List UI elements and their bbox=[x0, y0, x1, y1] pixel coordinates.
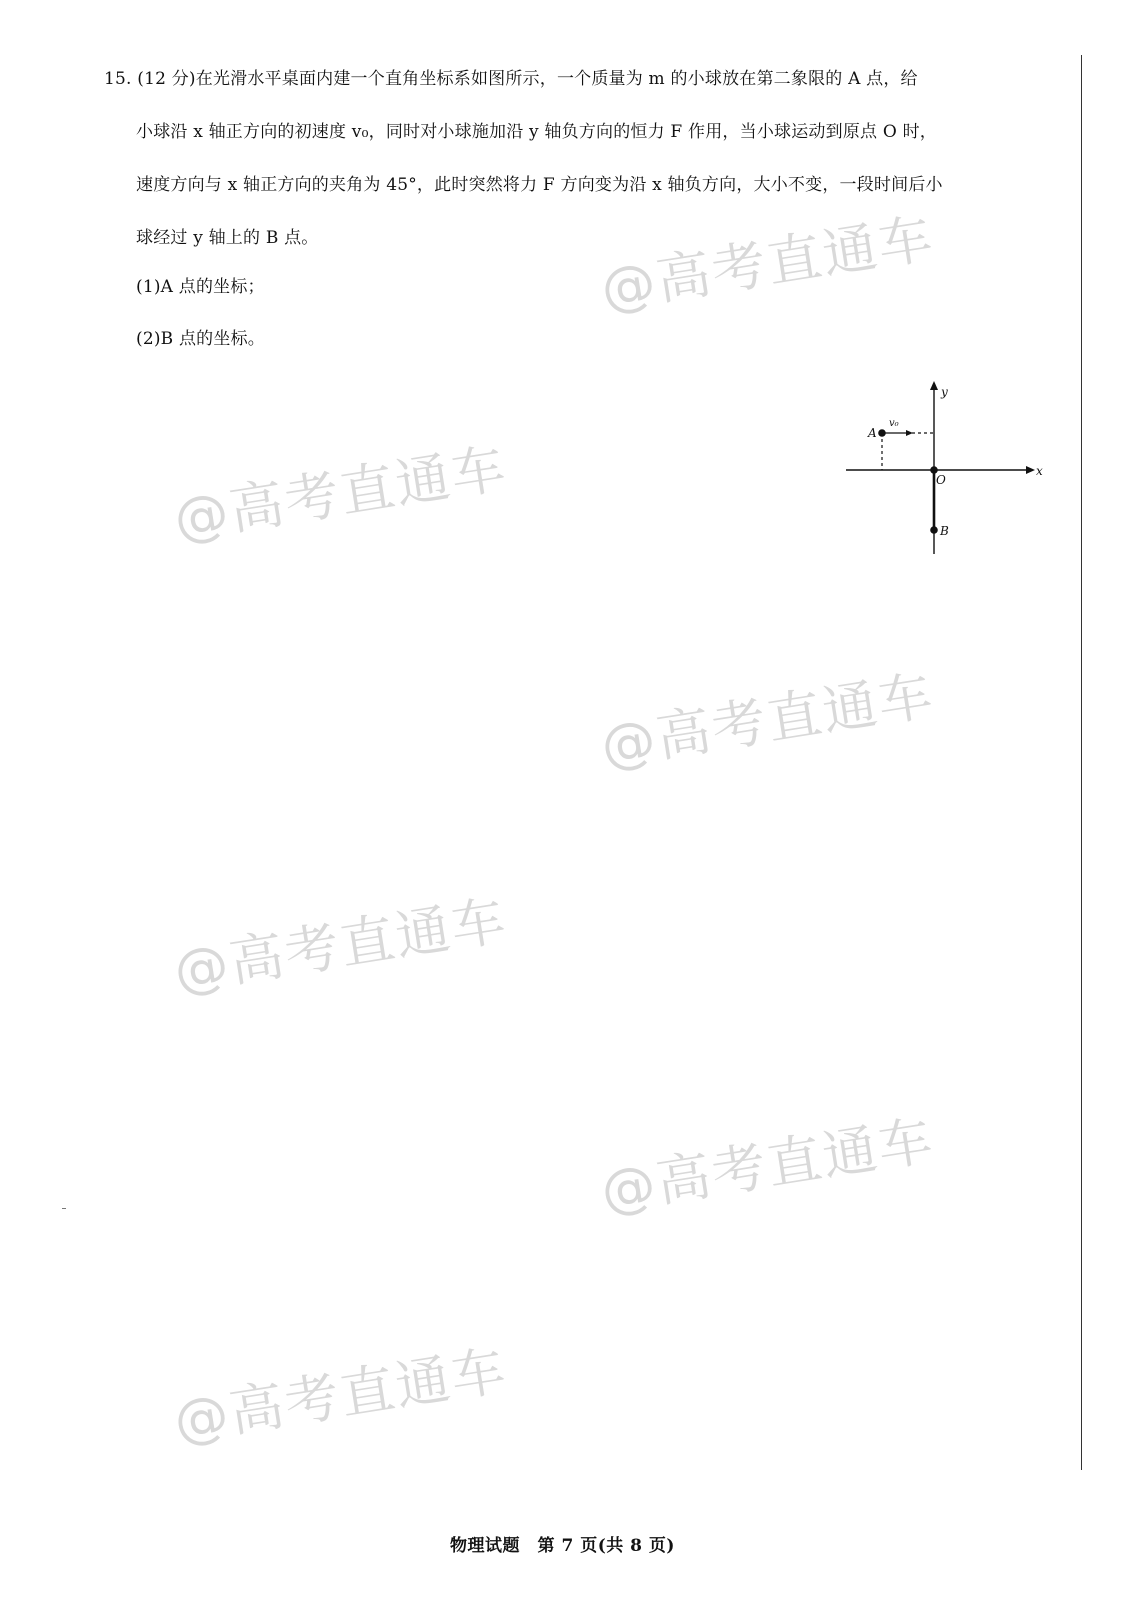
watermark-text: @高考直通车 bbox=[169, 436, 512, 552]
watermark-text: @高考直通车 bbox=[169, 1338, 512, 1454]
sub-question-1: (1)A 点的坐标； bbox=[136, 277, 265, 297]
coordinate-diagram bbox=[840, 378, 1050, 558]
problem-text-line: 速度方向与 x 轴正方向的夹角为 45°，此时突然将力 F 方向变为沿 x 轴负方向，大小不变，一段时间后小 bbox=[136, 175, 943, 195]
point-A bbox=[878, 429, 886, 437]
watermark-text: @高考直通车 bbox=[169, 888, 512, 1004]
label-B: B bbox=[940, 524, 949, 538]
label-v0: v₀ bbox=[889, 418, 899, 429]
watermark-text: @高考直通车 bbox=[596, 206, 939, 322]
point-B bbox=[930, 526, 938, 534]
problem-text-line: 15. (12 分)在光滑水平桌面内建一个直角坐标系如图所示，一个质量为 m 的小球放在第二象限的 A 点，给 bbox=[104, 69, 918, 89]
right-margin-rule bbox=[1081, 55, 1082, 1470]
x-axis-arrow-icon bbox=[1026, 466, 1035, 474]
watermark-text: @高考直通车 bbox=[596, 663, 939, 779]
page-footer: 物理试题 第 7 页(共 8 页) bbox=[450, 1536, 675, 1556]
label-y: y bbox=[941, 385, 948, 399]
problem-text-line: 球经过 y 轴上的 B 点。 bbox=[136, 228, 319, 248]
label-A: A bbox=[868, 426, 877, 440]
scan-speck bbox=[62, 1208, 66, 1209]
watermark-text: @高考直通车 bbox=[596, 1108, 939, 1224]
sub-question-2: (2)B 点的坐标。 bbox=[136, 329, 265, 349]
y-axis-arrow-icon bbox=[930, 381, 938, 390]
label-O: O bbox=[936, 473, 946, 487]
label-x: x bbox=[1036, 464, 1043, 478]
problem-text-line: 小球沿 x 轴正方向的初速度 v₀，同时对小球施加沿 y 轴负方向的恒力 F 作用，当小球运动到原点 O 时， bbox=[136, 122, 937, 142]
velocity-arrow-head-icon bbox=[906, 430, 913, 436]
